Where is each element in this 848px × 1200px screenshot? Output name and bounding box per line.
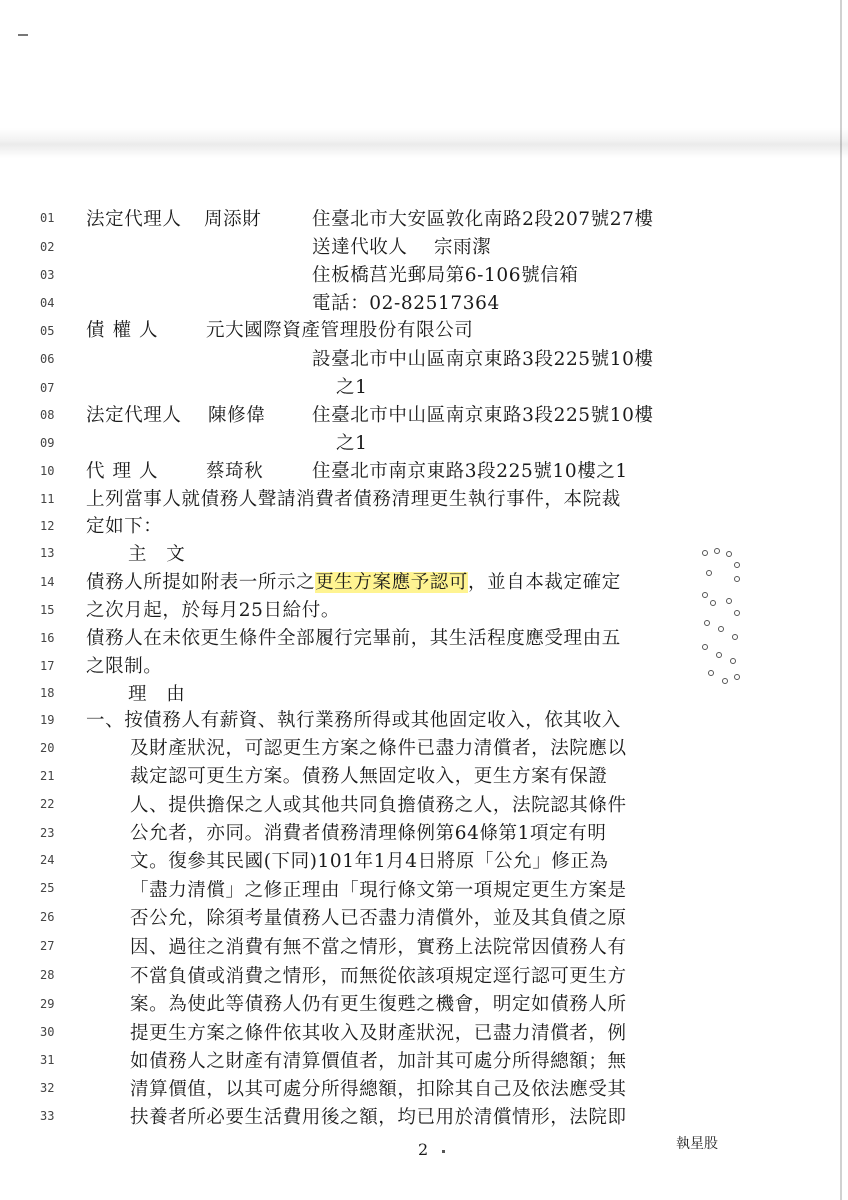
- legal-rep-2-role: 法定代理人: [86, 405, 182, 426]
- main-text-line-15: 之次月起，於每月25日給付。: [86, 600, 340, 621]
- line-number: 04: [40, 296, 55, 310]
- line-number: 01: [40, 211, 55, 225]
- reasons-line: 公允者，亦同。消費者債務清理條例第64條第1項定有明: [130, 823, 607, 844]
- creditor-name: 元大國際資產管理股份有限公司: [206, 320, 474, 341]
- line-number: 03: [40, 268, 55, 282]
- reasons-line: 人、提供擔保之人或其他共同負擔債務之人，法院認其條件: [130, 795, 627, 816]
- reasons-line: 清算價值，以其可處分所得總額，扣除其自己及依法應受其: [130, 1079, 627, 1100]
- line-number: 10: [40, 464, 55, 478]
- line-number: 20: [40, 741, 55, 755]
- creditor-address-line2: 之1: [336, 377, 368, 398]
- line-number: 22: [40, 797, 55, 811]
- reasons-line: 案。為使此等債務人仍有更生復甦之機會，明定如債務人所: [130, 994, 627, 1015]
- representative-role: [86, 457, 166, 483]
- page-edge: [840, 0, 842, 1200]
- reasons-line: 一、按債務人有薪資、執行業務所得或其他固定收入，依其收入: [86, 710, 621, 731]
- line-number: 17: [40, 659, 55, 673]
- representative-address: 住臺北市南京東路3段225號10樓之1: [312, 461, 628, 482]
- line-number: 15: [40, 603, 55, 617]
- intro-line-2: 定如下：: [86, 516, 163, 537]
- reasons-line: 否公允，除須考量債務人已否盡力清償外，並及其負債之原: [130, 908, 627, 929]
- line-number: 18: [40, 686, 55, 700]
- reasons-line: 提更生方案之條件依其收入及財產狀況，已盡力清償者，例: [130, 1023, 627, 1044]
- legal-rep-1-address: 住臺北市大安區敦化南路2段207號27樓: [312, 209, 654, 230]
- line-number: 02: [40, 240, 55, 254]
- agent-address: 住板橋莒光郵局第6-106號信箱: [312, 265, 579, 286]
- line-number: 30: [40, 1025, 55, 1039]
- highlighted-approval-text: 更生方案應予認可: [315, 572, 469, 593]
- reasons-line: 裁定認可更生方案。債務人無固定收入，更生方案有保證: [130, 766, 608, 787]
- main-text-line-14: [86, 568, 621, 594]
- main-text-line-14-after: ，並自本裁定確定: [468, 572, 621, 593]
- main-text-line-17: 之限制。: [86, 656, 163, 677]
- representative-name: 蔡琦秋: [206, 461, 264, 482]
- line-number: 13: [40, 546, 55, 560]
- main-text-line-14-before: 債務人所提如附表一所示之: [86, 572, 316, 593]
- clerk-division-label: 執星股: [676, 1136, 718, 1152]
- line-number: 16: [40, 631, 55, 645]
- legal-rep-2-address-line2: 之1: [336, 433, 368, 454]
- reasons-heading: 理 由: [128, 684, 186, 705]
- scan-shadow-band: [0, 128, 848, 158]
- line-number: 31: [40, 1053, 55, 1067]
- reasons-line: 及財產狀況，可認更生方案之條件已盡力清償者，法院應以: [130, 738, 627, 759]
- reasons-line: 「盡力清償」之修正理由「現行條文第一項規定更生方案是: [130, 880, 627, 901]
- reasons-line: 扶養者所必要生活費用後之額，均已用於清償情形，法院即: [130, 1107, 627, 1128]
- legal-rep-1-role: 法定代理人: [86, 209, 182, 230]
- line-number: 07: [40, 381, 55, 395]
- reasons-line: 不當負債或消費之情形，而無從依該項規定逕行認可更生方: [130, 966, 627, 987]
- page-dot: [442, 1150, 445, 1153]
- creditor-role-text: 債權人: [86, 320, 166, 341]
- line-number: 25: [40, 881, 55, 895]
- legal-rep-2-address-line1: 住臺北市中山區南京東路3段225號10樓: [312, 405, 654, 426]
- reasons-line: 如債務人之財產有清算價值者，加計其可處分所得總額；無: [130, 1051, 627, 1072]
- main-text-heading: 主 文: [128, 544, 186, 565]
- intro-line-1: 上列當事人就債務人聲請消費者債務清理更生執行事件，本院裁: [86, 489, 621, 510]
- reasons-line: 因、過往之消費有無不當之情形，實務上法院常因債務人有: [130, 937, 627, 958]
- corner-mark: [18, 34, 28, 36]
- agent-phone: 電話：02-82517364: [312, 293, 500, 314]
- legal-rep-2-name: 陳修偉: [208, 405, 266, 426]
- line-number: 29: [40, 997, 55, 1011]
- line-number: 11: [40, 492, 55, 506]
- agent-role: 送達代收人: [312, 237, 408, 258]
- line-number: 09: [40, 436, 55, 450]
- line-number: 14: [40, 575, 55, 589]
- line-number: 08: [40, 408, 55, 422]
- representative-role-text: 代理人: [86, 461, 166, 482]
- agent-name: 宗雨潔: [434, 237, 492, 258]
- line-number: 23: [40, 826, 55, 840]
- line-number: 26: [40, 910, 55, 924]
- line-number: 05: [40, 324, 55, 338]
- line-number: 24: [40, 853, 55, 867]
- line-number: 33: [40, 1109, 55, 1123]
- creditor-address-line1: 設臺北市中山區南京東路3段225號10樓: [312, 349, 654, 370]
- line-number: 06: [40, 352, 55, 366]
- line-number: 32: [40, 1081, 55, 1095]
- page-number: 2: [418, 1140, 429, 1159]
- creditor-role: [86, 316, 166, 342]
- line-number: 12: [40, 519, 55, 533]
- main-text-line-16: 債務人在未依更生條件全部履行完畢前，其生活程度應受理由五: [86, 628, 621, 649]
- perforation-seal-marks: [700, 548, 744, 688]
- line-number: 21: [40, 769, 55, 783]
- line-number: 28: [40, 968, 55, 982]
- line-number: 19: [40, 713, 55, 727]
- reasons-line: 文。復參其民國(下同)101年1月4日將原「公允」修正為: [130, 851, 609, 872]
- legal-rep-1-name: 周添財: [204, 209, 262, 230]
- line-number: 27: [40, 939, 55, 953]
